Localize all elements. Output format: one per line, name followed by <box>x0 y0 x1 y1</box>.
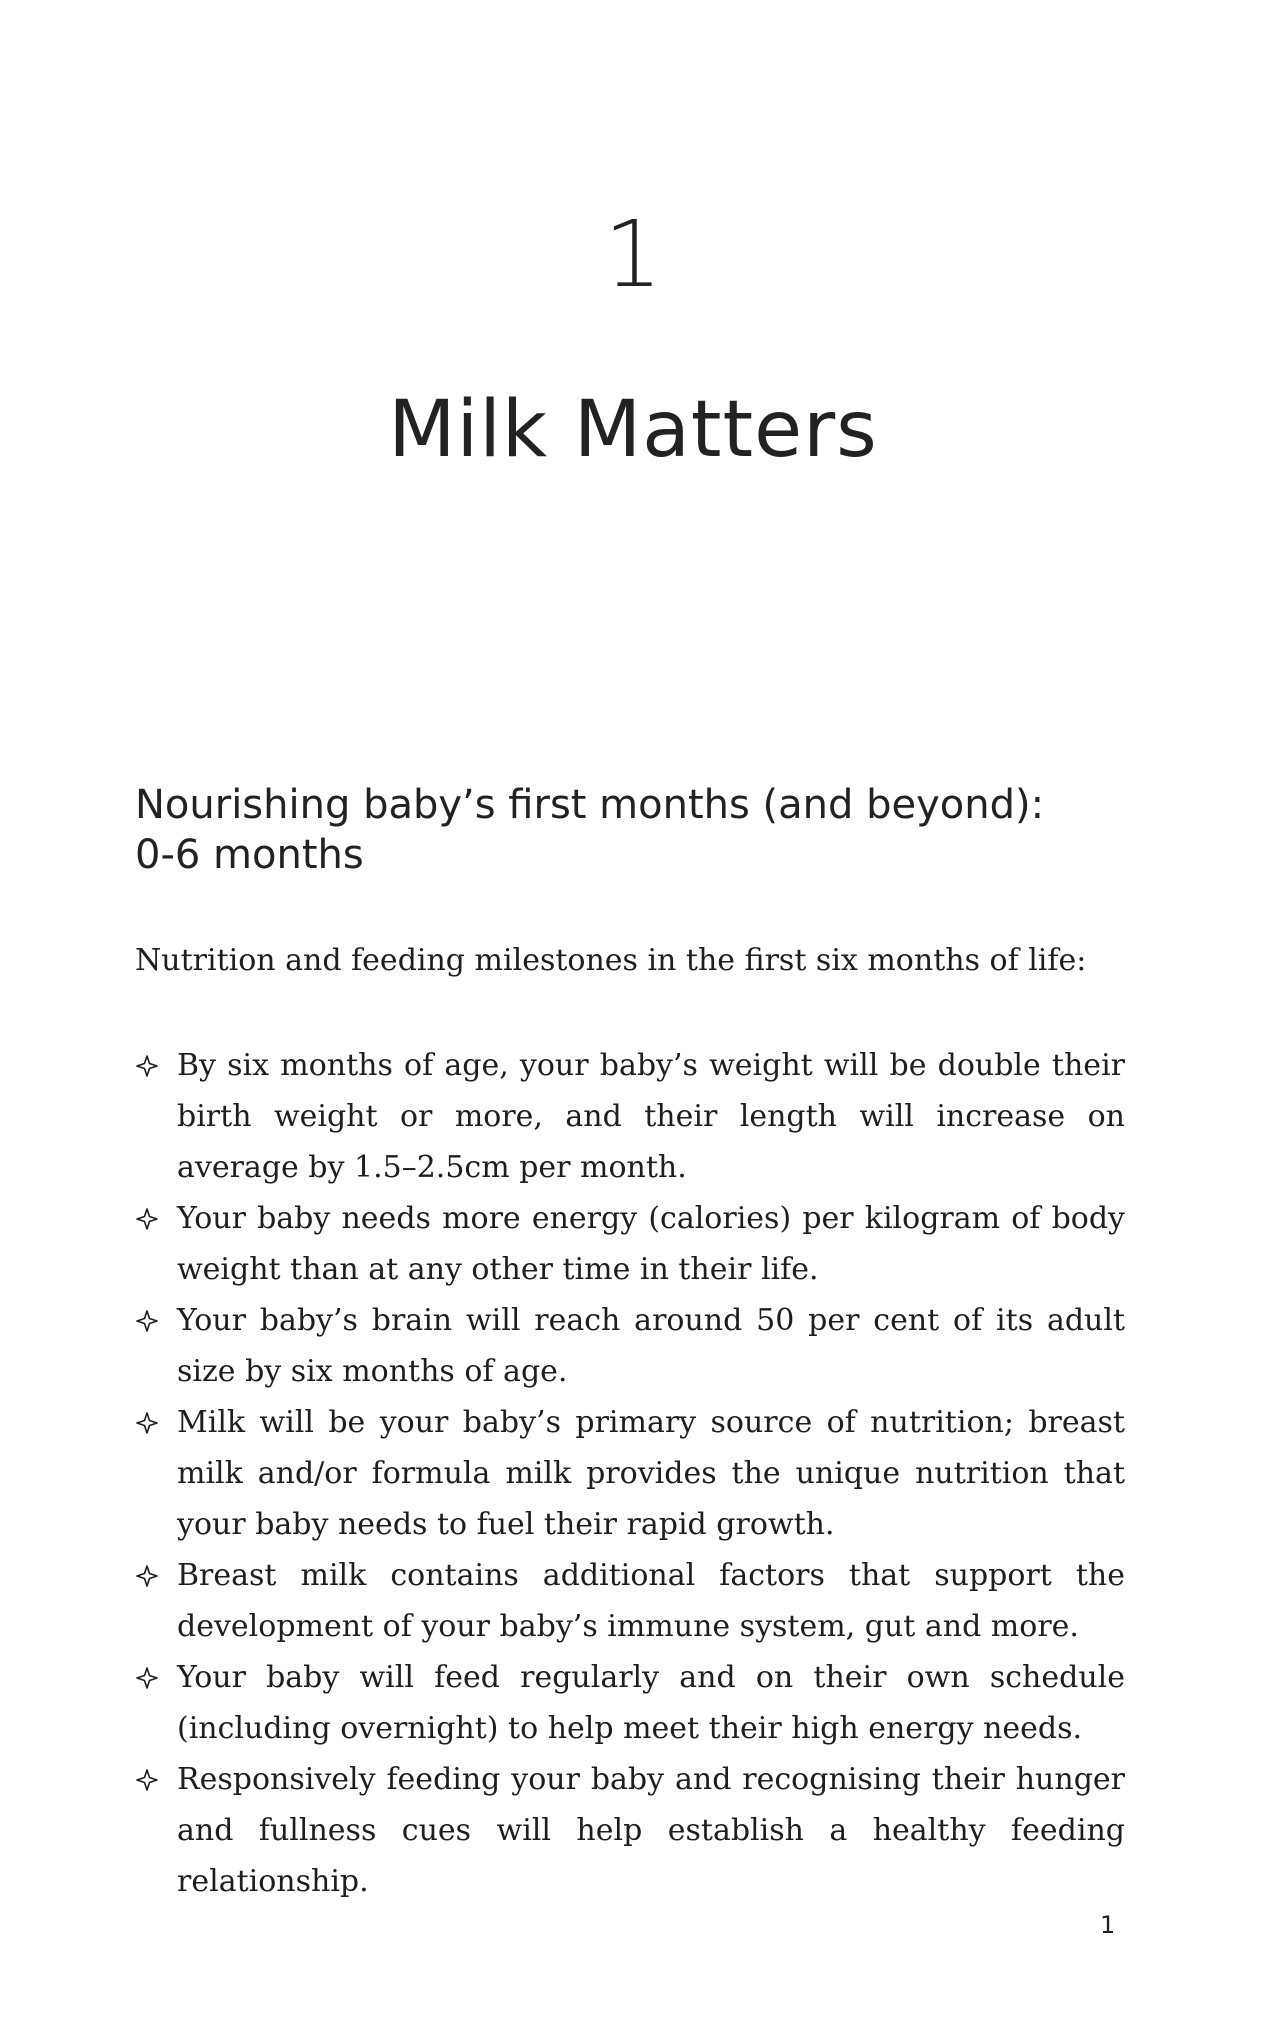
list-item <box>135 1550 1125 1652</box>
section-heading-line-2: 0-6 months <box>135 832 364 878</box>
list-item <box>135 1040 1125 1193</box>
list-item <box>135 1652 1125 1754</box>
list-item-text: Your baby will feed regularly and on their own schedule (including overnight) to help meet their high energy needs. <box>177 1660 1125 1746</box>
list-item-text: Your baby’s brain will reach around 50 per cent of its adult size by six months of age. <box>177 1303 1125 1389</box>
four-point-star-outline-icon <box>135 1411 159 1435</box>
list-item-text: Your baby needs more energy (calories) per kilogram of body weight than at any other time in their life. <box>177 1201 1125 1287</box>
list-item-text: Responsively feeding your baby and recognising their hunger and fullness cues will help establish a healthy feeding relationship. <box>177 1762 1125 1899</box>
intro-paragraph: Nutrition and feeding milestones in the first six months of life: <box>135 943 1087 978</box>
section-heading <box>135 780 1135 880</box>
page-number: 1 <box>1100 1911 1116 1939</box>
four-point-star-outline-icon <box>135 1207 159 1231</box>
four-point-star-outline-icon <box>135 1054 159 1078</box>
list-item-text: By six months of age, your baby’s weight will be double their birth weight or more, and their length will increase on average by 1.5–2.5cm per month. <box>177 1048 1125 1185</box>
list-item <box>135 1295 1125 1397</box>
list-item <box>135 1754 1125 1907</box>
four-point-star-outline-icon <box>135 1768 159 1792</box>
list-item-text: Breast milk contains additional factors that support the development of your baby’s immune system, gut and more. <box>177 1558 1125 1644</box>
section-heading-line-1: Nourishing baby’s first months (and beyond): <box>135 782 1045 828</box>
four-point-star-outline-icon <box>135 1564 159 1588</box>
chapter-number: 1 <box>603 201 663 308</box>
four-point-star-outline-icon <box>135 1666 159 1690</box>
chapter-title: Milk Matters <box>388 385 878 475</box>
list-item <box>135 1193 1125 1295</box>
list-item-text: Milk will be your baby’s primary source of nutrition; breast milk and/or formula milk provides the unique nutrition that your baby needs to fuel their rapid growth. <box>177 1405 1125 1542</box>
milestone-list <box>135 1040 1125 1907</box>
four-point-star-outline-icon <box>135 1309 159 1333</box>
list-item <box>135 1397 1125 1550</box>
